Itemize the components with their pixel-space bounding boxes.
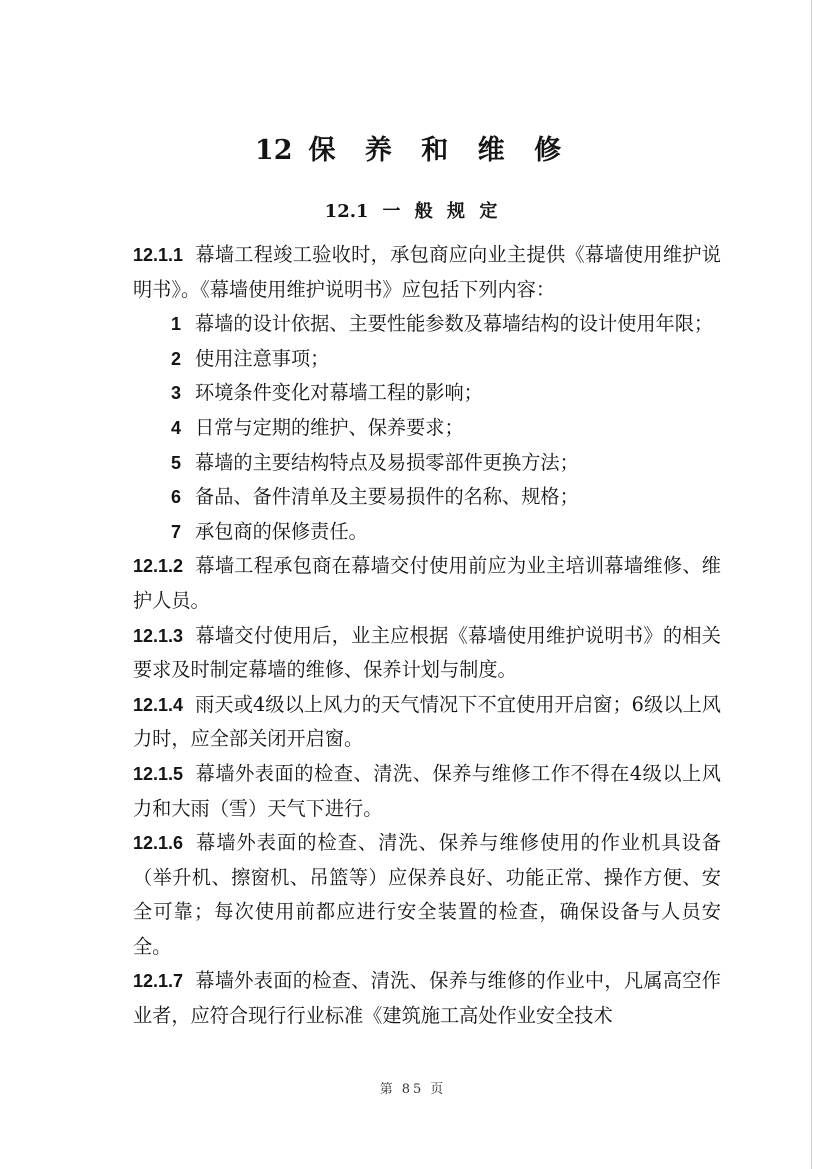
clause-paragraph xyxy=(133,549,721,618)
clause-number: 12.1.7 xyxy=(133,971,184,992)
list-item-text: 承包商的保修责任。 xyxy=(195,519,368,543)
clause-number: 12.1.4 xyxy=(133,694,184,715)
list-item xyxy=(133,307,721,342)
clause-number: 12.1.6 xyxy=(133,833,184,854)
list-item-text: 环境条件变化对幕墙工程的影响； xyxy=(195,381,483,405)
list-item-number: 1 xyxy=(171,314,182,335)
clause-text: 雨天或4级以上风力的天气情况下不宜使用开启窗；6级以上风力时，应全部关闭开启窗。 xyxy=(133,692,721,751)
list-item-number: 6 xyxy=(171,487,182,508)
list-item-number: 4 xyxy=(171,417,182,438)
list-item-text: 幕墙的设计依据、主要性能参数及幕墙结构的设计使用年限； xyxy=(195,312,714,336)
clause-text: 幕墙外表面的检查、清洗、保养与维修工作不得在4级以上风力和大雨（雪）天气下进行。 xyxy=(133,761,721,820)
list-item xyxy=(133,342,721,377)
clause-number: 12.1.5 xyxy=(133,763,184,784)
clause-number: 12.1.1 xyxy=(133,245,184,265)
section-number: 12.1 xyxy=(324,201,369,222)
chapter-number: 12 xyxy=(254,135,293,166)
clause-paragraph xyxy=(133,757,721,826)
list-item xyxy=(133,480,721,515)
clause-paragraph xyxy=(133,619,721,688)
clause-paragraph xyxy=(133,826,721,964)
clause-text: 幕墙工程竣工验收时，承包商应向业主提供《幕墙使用维护说明书》。《幕墙使用维护说明书》应包括下列内容： xyxy=(133,243,721,301)
clause-number: 12.1.3 xyxy=(133,625,184,646)
list-item xyxy=(133,446,721,481)
list-item-number: 3 xyxy=(171,383,182,404)
list-item xyxy=(133,411,721,446)
list-item-text: 使用注意事项； xyxy=(195,346,330,370)
list-item-number: 2 xyxy=(171,348,182,369)
clause-text: 幕墙工程承包商在幕墙交付使用前应为业主培训幕墙维修、维护人员。 xyxy=(133,554,721,612)
clause-text: 幕墙交付使用后，业主应根据《幕墙使用维护说明书》的相关要求及时制定幕墙的维修、保养计划与制度。 xyxy=(133,623,721,682)
list-item-text: 幕墙的主要结构特点及易损零部件更换方法； xyxy=(195,450,579,474)
chapter-heading xyxy=(0,128,826,167)
page-number-suffix: 页 xyxy=(430,1082,447,1097)
clause-number: 12.1.2 xyxy=(133,556,184,577)
list-item-text: 备品、备件清单及主要易损件的名称、规格； xyxy=(195,485,579,509)
list-item xyxy=(133,376,721,411)
clause-paragraph xyxy=(133,688,721,757)
list-item-number: 7 xyxy=(171,521,182,542)
chapter-title: 保 养 和 维 修 xyxy=(308,135,572,166)
page-footer xyxy=(0,1078,826,1097)
list-item-text: 日常与定期的维护、保养要求； xyxy=(195,415,464,439)
list-item-number: 5 xyxy=(171,452,182,473)
body-text xyxy=(133,238,721,1034)
page-number-prefix: 第 xyxy=(379,1082,396,1097)
list-item xyxy=(133,515,721,550)
page-number: 85 xyxy=(401,1082,425,1097)
section-title: 一 般 规 定 xyxy=(382,201,502,222)
clause-paragraph xyxy=(133,238,721,307)
clause-text: 幕墙外表面的检查、清洗、保养与维修使用的作业机具设备（举升机、擦窗机、吊篮等）应保养良好、功能正常、操作方便、安全可靠；每次使用前都应进行安全装置的检查，确保设备与人员安全。 xyxy=(133,831,721,958)
clause-paragraph xyxy=(133,964,721,1033)
scan-edge-line xyxy=(811,0,812,1169)
clause-text: 幕墙外表面的检查、清洗、保养与维修的作业中，凡属高空作业者，应符合现行行业标准《建筑施工高处作业安全技术 xyxy=(133,969,721,1028)
section-heading xyxy=(0,197,826,223)
